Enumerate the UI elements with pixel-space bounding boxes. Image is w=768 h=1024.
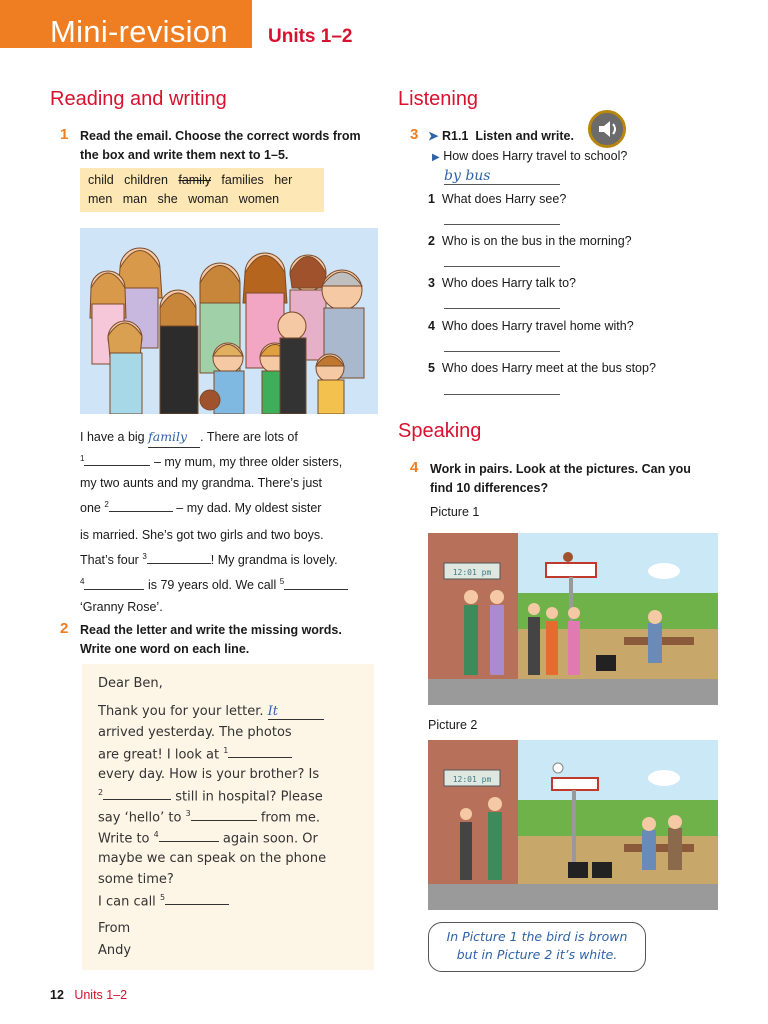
letter-line: I can call $^5$ (98, 893, 229, 909)
question-5: 5 Who does Harry meet at the bus stop? (428, 361, 656, 375)
example-question: ▶ How does Harry travel to school? (432, 149, 628, 163)
example-answer[interactable]: by bus (444, 168, 560, 185)
letter-line: some time? (98, 872, 174, 887)
letter-blank-3[interactable] (191, 820, 257, 821)
letter-line: maybe we can speak on the phone (98, 851, 327, 866)
text-line: one $^2$ – my dad. My oldest sister (80, 500, 322, 516)
text-line: I have a big family . There are lots of (80, 426, 380, 448)
blank-4[interactable] (84, 589, 144, 590)
exercise-1-number: 1 (60, 126, 69, 143)
footer-units: Units 1–2 (74, 988, 128, 1002)
picture-2-label: Picture 2 (428, 718, 478, 732)
reading-heading: Reading and writing (50, 88, 227, 110)
page-title: Mini-revision (50, 14, 228, 49)
exercise-3-header (428, 127, 574, 146)
question-3: 3 Who does Harry talk to? (428, 276, 576, 290)
letter-from: From (98, 921, 131, 936)
letter-line: Thank you for your letter. It (98, 704, 324, 720)
speaker-icon (591, 113, 623, 145)
clock-display-2: 12:01 pm (452, 775, 492, 784)
family-illustration (80, 228, 378, 414)
letter-blank-1[interactable] (228, 757, 292, 758)
letter-blank-2[interactable] (103, 799, 171, 800)
letter-greeting: Dear Ben, (98, 676, 163, 691)
arrow-icon: ▶ (432, 152, 440, 163)
bird-brown (563, 552, 573, 562)
text-line: $^1$ – my mum, my three older sisters, (80, 454, 343, 470)
picture-1 (428, 533, 718, 705)
letter-blank-5[interactable] (165, 904, 229, 905)
letter-line: Write to $^4$ again soon. Or (98, 830, 318, 847)
speaking-heading: Speaking (398, 420, 482, 442)
speech-bubble (428, 922, 646, 972)
answer-line-1[interactable] (444, 224, 560, 225)
letter-card (82, 664, 374, 970)
text-line: is married. She’s got two girls and two boys. (80, 528, 324, 543)
letter-line: $^2$ still in hospital? Please (98, 788, 323, 805)
speech-bubble-line-1: In Picture 1 the bird is brown (446, 929, 628, 944)
letter-signature: Andy (98, 943, 132, 958)
question-2: 2 Who is on the bus in the morning? (428, 234, 632, 248)
clock-display-1: 12:01 pm (452, 568, 492, 577)
exercise-3-number: 3 (410, 126, 419, 143)
listening-heading: Listening (398, 88, 479, 110)
blank-3[interactable] (147, 563, 211, 564)
text-line: ‘Granny Rose’. (80, 599, 163, 614)
letter-line: every day. How is your brother? Is (98, 767, 320, 782)
text-line: my two aunts and my grandma. There’s just (80, 476, 323, 491)
text-line: $^4$ is 79 years old. We call $^5$ (80, 571, 380, 596)
word-box-row-2: men man she woman women (88, 192, 280, 206)
letter-line: are great! I look at $^1$ (98, 746, 292, 762)
blank-5[interactable] (284, 589, 348, 590)
word-box (80, 168, 324, 212)
word-box-row-1: child children family families her (88, 173, 293, 187)
exercise-4-instruction: Work in pairs. Look at the pictures. Can you find 10 differences? (430, 462, 691, 495)
exercise-1-text (80, 426, 380, 618)
letter-line: say ‘hello’ to $^3$ from me. (98, 809, 320, 826)
bird-white (553, 763, 563, 773)
exercise-3-instruction: Listen and write. (475, 129, 574, 143)
track-icon: ➤ (428, 129, 439, 143)
exercise-2-number: 2 (60, 620, 69, 637)
answer-line-5[interactable] (444, 394, 560, 395)
answer-line-2[interactable] (444, 266, 560, 267)
letter-line: arrived yesterday. The photos (98, 725, 292, 740)
question-1: 1 What does Harry see? (428, 192, 567, 206)
question-4: 4 Who does Harry travel home with? (428, 319, 634, 333)
picture-1-label: Picture 1 (430, 505, 480, 519)
blank-1[interactable] (84, 465, 150, 466)
letter-blank-4[interactable] (159, 841, 219, 842)
audio-play-button[interactable] (588, 110, 626, 148)
answer-line-4[interactable] (444, 351, 560, 352)
exercise-1-instruction: Read the email. Choose the correct words from the box and write them next to 1–5. (80, 129, 361, 162)
letter-answer-example[interactable]: It (268, 704, 324, 720)
speech-bubble-line-2: but in Picture 2 it’s white. (456, 947, 618, 962)
track-number: R1.1 (441, 129, 469, 143)
answer-example[interactable]: family (148, 426, 200, 448)
exercise-4-number: 4 (410, 459, 419, 476)
blank-2[interactable] (109, 511, 173, 512)
footer (50, 988, 127, 1002)
units-title: Units 1–2 (268, 26, 353, 47)
page-number: 12 (50, 988, 64, 1002)
exercise-2-instruction: Read the letter and write the missing words. Write one word on each line. (80, 623, 342, 656)
answer-line-3[interactable] (444, 308, 560, 309)
picture-2 (428, 740, 718, 910)
text-line: That’s four $^3$ ! My grandma is lovely. (80, 552, 338, 568)
